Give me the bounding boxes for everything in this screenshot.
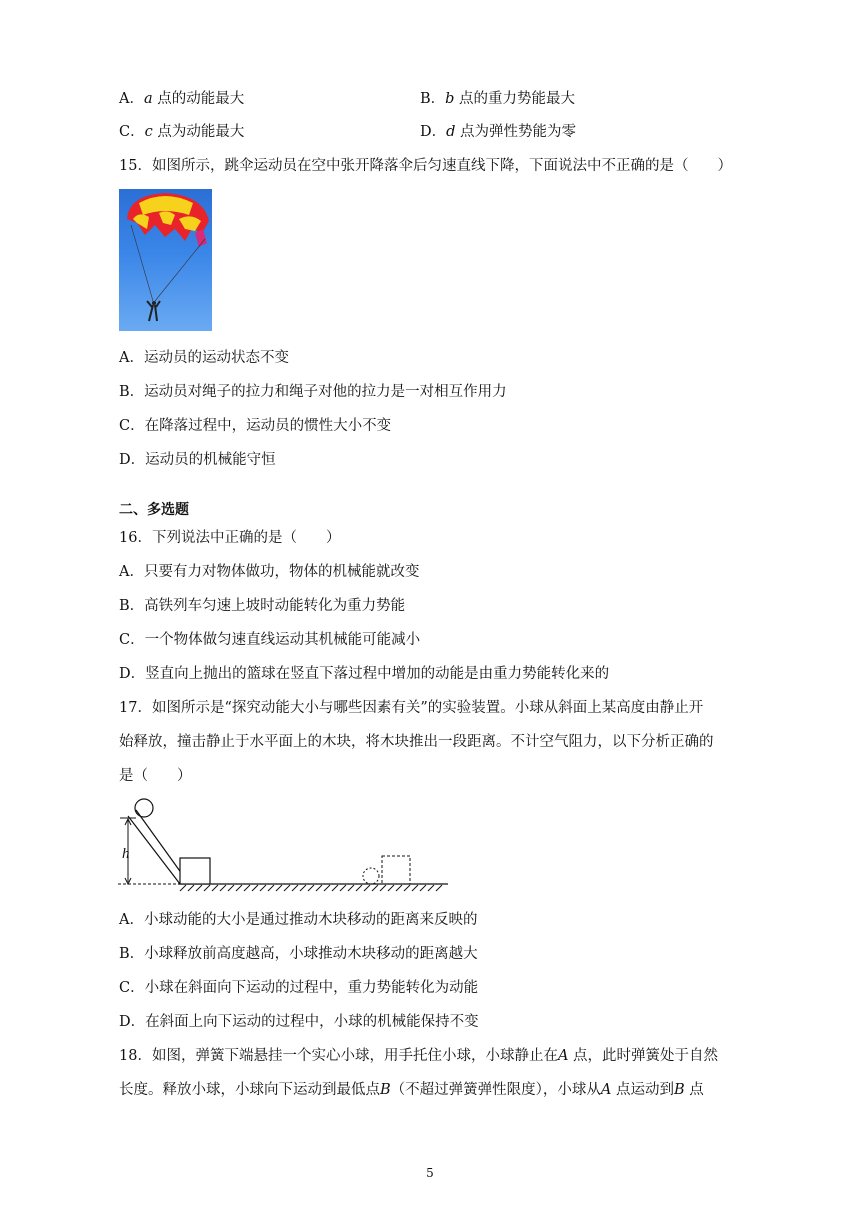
q17-option-d: D．在斜面上向下运动的过程中，小球的机械能保持不变	[119, 1014, 479, 1030]
text: 点运动到	[611, 1082, 674, 1098]
text: 18．如图，弹簧下端悬挂一个实心小球，用手托住小球，小球静止在	[119, 1048, 558, 1064]
height-label: h	[122, 846, 130, 862]
parachute-image	[119, 189, 212, 331]
text: （不超过弹簧弹性限度），小球从	[390, 1082, 601, 1098]
q18-stem-line1	[119, 1046, 718, 1066]
variable: a	[143, 91, 153, 107]
q14-option-b	[420, 89, 575, 109]
q16-option-d: D．竖直向上抛出的篮球在竖直下落过程中增加的动能是由重力势能转化来的	[119, 666, 610, 682]
option-text: 点的动能最大	[152, 91, 245, 107]
variable: b	[445, 91, 455, 107]
incline-experiment-figure	[112, 794, 452, 898]
q16-option-b: B．高铁列车匀速上坡时动能转化为重力势能	[119, 598, 406, 614]
q15-option-a: A．运动员的运动状态不变	[119, 350, 289, 366]
variable: A	[600, 1082, 612, 1098]
section-heading: 二、多选题	[119, 502, 189, 518]
q18-stem-line2	[119, 1080, 704, 1100]
option-label: A．	[119, 91, 144, 107]
ball-final-position	[363, 868, 379, 884]
q15-option-b: B．运动员对绳子的拉力和绳子对他的拉力是一对相互作用力	[119, 384, 507, 400]
text: 长度。释放小球，小球向下运动到最低点	[119, 1082, 380, 1098]
q16-option-a: A．只要有力对物体做功，物体的机械能就改变	[119, 564, 420, 580]
variable: d	[446, 124, 456, 140]
page-number: 5	[426, 1166, 434, 1180]
incline	[128, 816, 180, 884]
q17-stem-line1: 17．如图所示是“探究动能大小与哪些因素有关”的实验装置。小球从斜面上某高度由静止开	[119, 700, 704, 716]
q14-option-a	[119, 89, 244, 109]
q17-stem-line3: 是（ ）	[119, 768, 192, 784]
variable: B	[380, 1082, 391, 1098]
text: 点	[684, 1082, 704, 1098]
option-text: 点为弹性势能为零	[455, 124, 577, 140]
q14-option-d	[420, 122, 576, 142]
q15-option-c: C．在降落过程中，运动员的惯性大小不变	[119, 418, 392, 434]
parachute-figure	[119, 189, 212, 331]
wooden-block	[180, 858, 210, 884]
q16-stem: 16．下列说法中正确的是（ ）	[119, 530, 341, 546]
q16-option-c: C．一个物体做匀速直线运动其机械能可能减小	[119, 632, 421, 648]
variable: B	[674, 1082, 685, 1098]
q17-option-a: A．小球动能的大小是通过推动木块移动的距离来反映的	[119, 912, 478, 928]
option-label: B．	[420, 91, 446, 107]
q17-stem-line2: 始释放，撞击静止于水平面上的木块，将木块推出一段距离。不计空气阻力，以下分析正确的	[119, 734, 714, 750]
variable: c	[144, 124, 153, 140]
q17-option-b: B．小球释放前高度越高，小球推动木块移动的距离越大	[119, 946, 478, 962]
option-label: D．	[420, 124, 447, 140]
q15-option-d: D．运动员的机械能守恒	[119, 452, 276, 468]
variable: A	[557, 1048, 569, 1064]
ball	[135, 799, 153, 817]
text: 点，此时弹簧处于自然	[568, 1048, 719, 1064]
option-label: C．	[119, 124, 145, 140]
q17-option-c: C．小球在斜面向下运动的过程中，重力势能转化为动能	[119, 980, 479, 996]
q14-option-c	[119, 122, 244, 142]
block-final-position	[382, 856, 410, 884]
option-text: 点为动能最大	[152, 124, 245, 140]
option-text: 点的重力势能最大	[454, 91, 576, 107]
q15-stem: 15．如图所示，跳伞运动员在空中张开降落伞后匀速直线下降，下面说法中不正确的是（ ）	[119, 158, 732, 174]
